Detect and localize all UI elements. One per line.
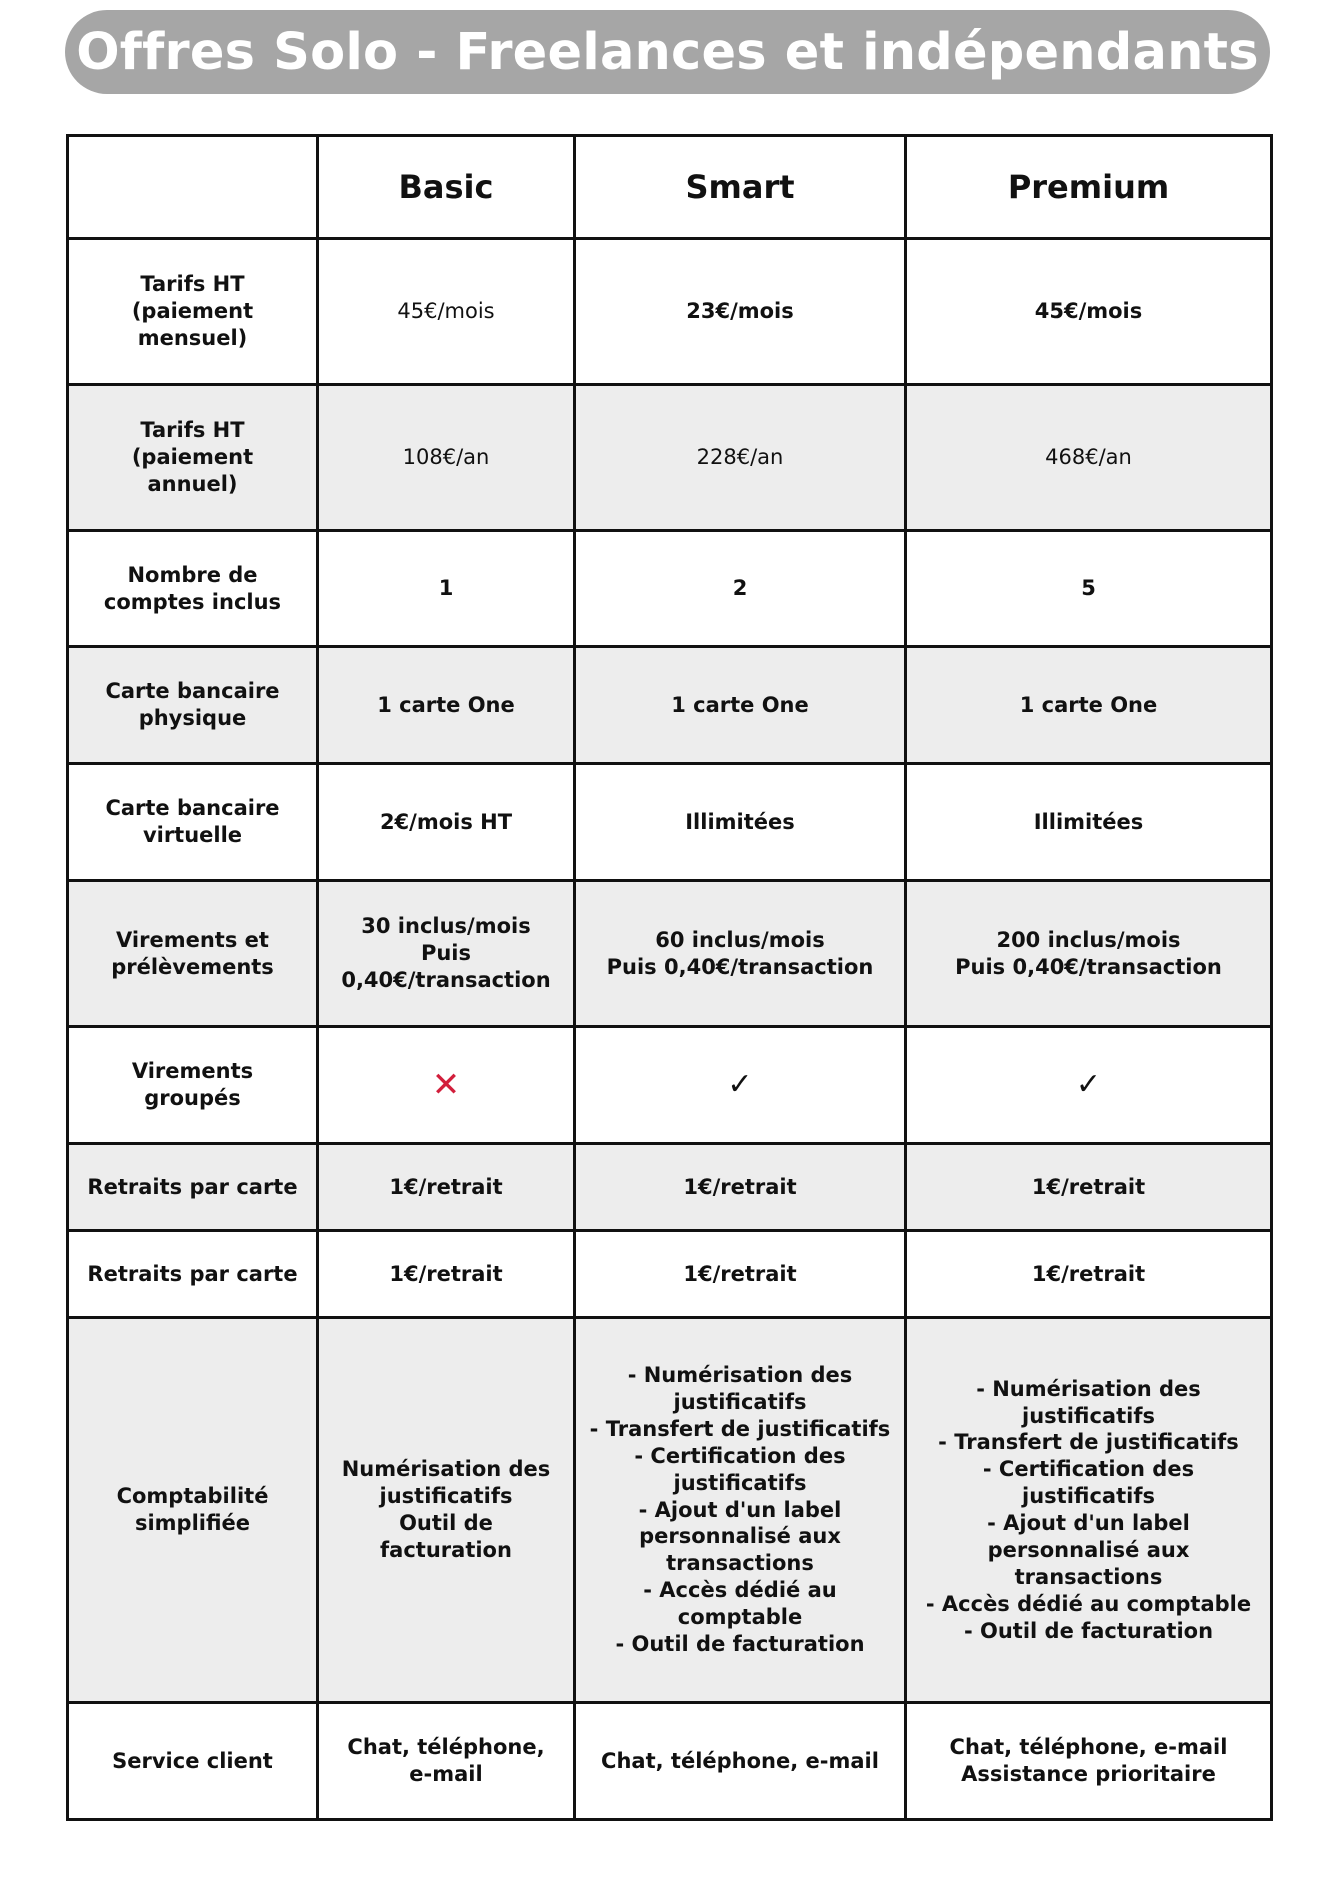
table-row-customer-service (68, 1703, 1272, 1820)
cell-smart: 1 carte One (575, 647, 906, 764)
offers-comparison-table (66, 134, 1273, 1821)
row-label: Virements et prélèvements (68, 881, 318, 1027)
table-row-transfers (68, 881, 1272, 1027)
plan-header-smart: Smart (575, 136, 906, 239)
row-label: Service client (68, 1703, 318, 1820)
cell-smart: 2 (575, 531, 906, 647)
cell-premium: 1€/retrait (906, 1144, 1272, 1231)
page-title: Offres Solo - Freelances et indépendants (65, 10, 1270, 94)
cross-icon: ✕ (431, 1064, 461, 1105)
plan-header-basic: Basic (318, 136, 575, 239)
cell-premium: 5 (906, 531, 1272, 647)
cell-basic: 2€/mois HT (318, 764, 575, 881)
row-label: Retraits par carte (68, 1231, 318, 1318)
cell-premium: 200 inclus/mois Puis 0,40€/transaction (906, 881, 1272, 1027)
cell-smart: 23€/mois (575, 239, 906, 385)
table-row-monthly-price (68, 239, 1272, 385)
cell-basic: 1 (318, 531, 575, 647)
cell-premium: 468€/an (906, 385, 1272, 531)
check-icon: ✓ (1075, 1066, 1102, 1102)
cell-basic: Chat, téléphone, e-mail (318, 1703, 575, 1820)
plan-header-premium: Premium (906, 136, 1272, 239)
cell-smart: Illimitées (575, 764, 906, 881)
cell-premium: 1€/retrait (906, 1231, 1272, 1318)
check-icon: ✓ (727, 1066, 753, 1102)
cell-basic: 1 carte One (318, 647, 575, 764)
row-label: Nombre de comptes inclus (68, 531, 318, 647)
cell-basic (318, 1027, 575, 1144)
table-row-card-withdrawals-2 (68, 1231, 1272, 1318)
cell-smart: - Numérisation des justificatifs - Transfert de justificatifs - Certification des justificatifs - Ajout d'un label personnalisé aux transactions - Accès dédié au comptable - Outil de facturation (575, 1318, 906, 1703)
row-label: Tarifs HT (paiement mensuel) (68, 239, 318, 385)
table-row-accounts-included (68, 531, 1272, 647)
row-label: Retraits par carte (68, 1144, 318, 1231)
cell-premium: Illimitées (906, 764, 1272, 881)
cell-smart: Chat, téléphone, e-mail (575, 1703, 906, 1820)
table-header-row (68, 136, 1272, 239)
cell-smart: 1€/retrait (575, 1231, 906, 1318)
cell-smart: 228€/an (575, 385, 906, 531)
cell-premium: 45€/mois (906, 239, 1272, 385)
cell-basic: Numérisation des justificatifs Outil de facturation (318, 1318, 575, 1703)
cell-basic: 1€/retrait (318, 1231, 575, 1318)
row-label: Virements groupés (68, 1027, 318, 1144)
row-label: Comptabilité simplifiée (68, 1318, 318, 1703)
table-row-accounting (68, 1318, 1272, 1703)
table-row-card-withdrawals (68, 1144, 1272, 1231)
cell-basic: 108€/an (318, 385, 575, 531)
cell-smart: 1€/retrait (575, 1144, 906, 1231)
cell-premium (906, 1027, 1272, 1144)
row-label: Carte bancaire physique (68, 647, 318, 764)
table-row-annual-price (68, 385, 1272, 531)
cell-basic: 1€/retrait (318, 1144, 575, 1231)
cell-premium: Chat, téléphone, e-mail Assistance prioritaire (906, 1703, 1272, 1820)
cell-premium: - Numérisation des justificatifs - Transfert de justificatifs - Certification des justificatifs - Ajout d'un label personnalisé aux transactions - Accès dédié au comptable - Outil de facturation (906, 1318, 1272, 1703)
table-row-grouped-transfers (68, 1027, 1272, 1144)
row-label: Tarifs HT (paiement annuel) (68, 385, 318, 531)
cell-premium: 1 carte One (906, 647, 1272, 764)
cell-basic: 45€/mois (318, 239, 575, 385)
cell-smart: 60 inclus/mois Puis 0,40€/transaction (575, 881, 906, 1027)
header-corner-cell (68, 136, 318, 239)
row-label: Carte bancaire virtuelle (68, 764, 318, 881)
cell-smart (575, 1027, 906, 1144)
cell-basic: 30 inclus/mois Puis 0,40€/transaction (318, 881, 575, 1027)
table-row-virtual-card (68, 764, 1272, 881)
table-row-physical-card (68, 647, 1272, 764)
